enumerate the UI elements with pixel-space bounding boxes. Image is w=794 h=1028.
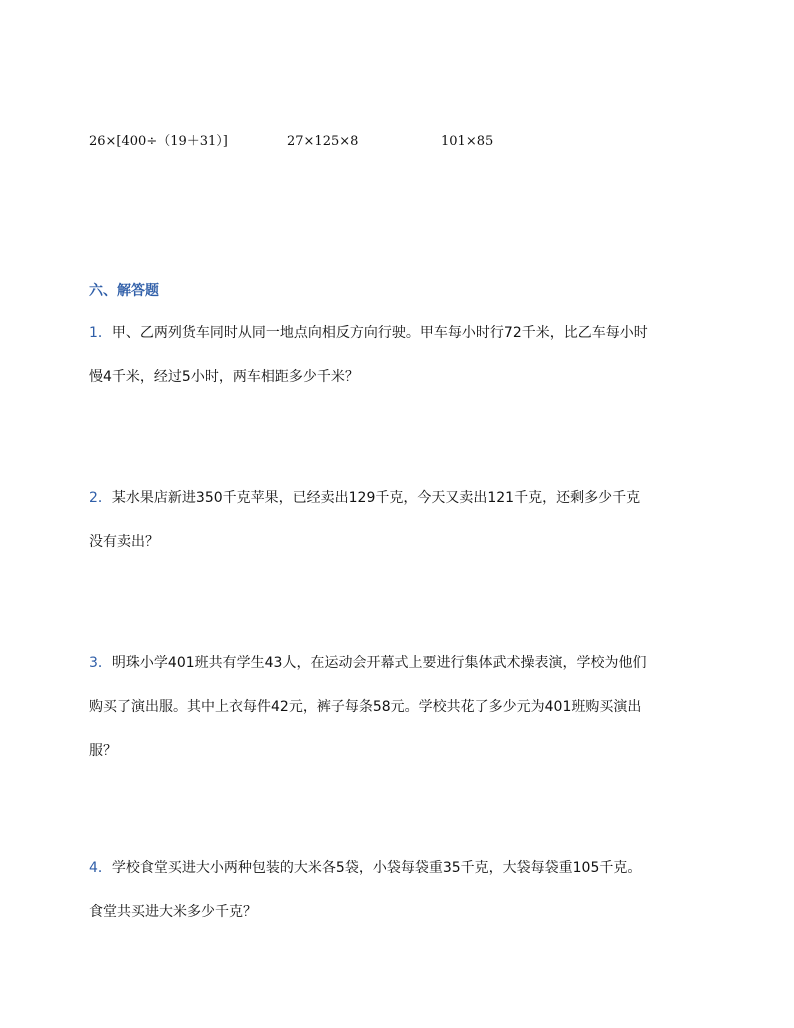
question-1-line-2: 慢4千米，经过5小时，两车相距多少千米？ bbox=[89, 369, 359, 385]
expression-3: 101×85 bbox=[441, 134, 494, 149]
question-number: 3． bbox=[89, 655, 112, 671]
calculation-row bbox=[0, 130, 794, 154]
expression-1: 26×[400÷（19＋31）] bbox=[89, 134, 228, 149]
question-2 bbox=[89, 476, 714, 564]
question-4-line-1 bbox=[89, 846, 714, 890]
question-number: 4． bbox=[89, 860, 112, 876]
question-3-line-1 bbox=[89, 641, 714, 685]
section-title: 六、解答题 bbox=[89, 283, 159, 299]
question-1 bbox=[89, 311, 714, 399]
question-3-line-3: 服？ bbox=[89, 743, 117, 759]
question-4-line-2: 食堂共买进大米多少千克？ bbox=[89, 904, 257, 920]
expression-2: 27×125×8 bbox=[287, 134, 359, 149]
question-4 bbox=[89, 846, 714, 934]
question-number: 1． bbox=[89, 325, 112, 341]
question-3 bbox=[89, 641, 714, 773]
question-text: 学校食堂买进大小两种包装的大米各5袋，小袋每袋重35千克，大袋每袋重105千克。 bbox=[111, 860, 642, 876]
question-1-line-1 bbox=[89, 311, 714, 355]
question-text: 某水果店新进350千克苹果，已经卖出129千克，今天又卖出121千克，还剩多少千克 bbox=[111, 490, 641, 506]
question-text: 甲、乙两列货车同时从同一地点向相反方向行驶。甲车每小时行72千米，比乙车每小时 bbox=[111, 325, 648, 341]
question-number: 2． bbox=[89, 490, 112, 506]
question-2-line-1 bbox=[89, 476, 714, 520]
question-3-line-2: 购买了演出服。其中上衣每件42元，裤子每条58元。学校共花了多少元为401班购买演出 bbox=[89, 699, 642, 715]
question-text: 明珠小学401班共有学生43人，在运动会开幕式上要进行集体武术操表演，学校为他们 bbox=[111, 655, 647, 671]
question-2-line-2: 没有卖出？ bbox=[89, 534, 159, 550]
